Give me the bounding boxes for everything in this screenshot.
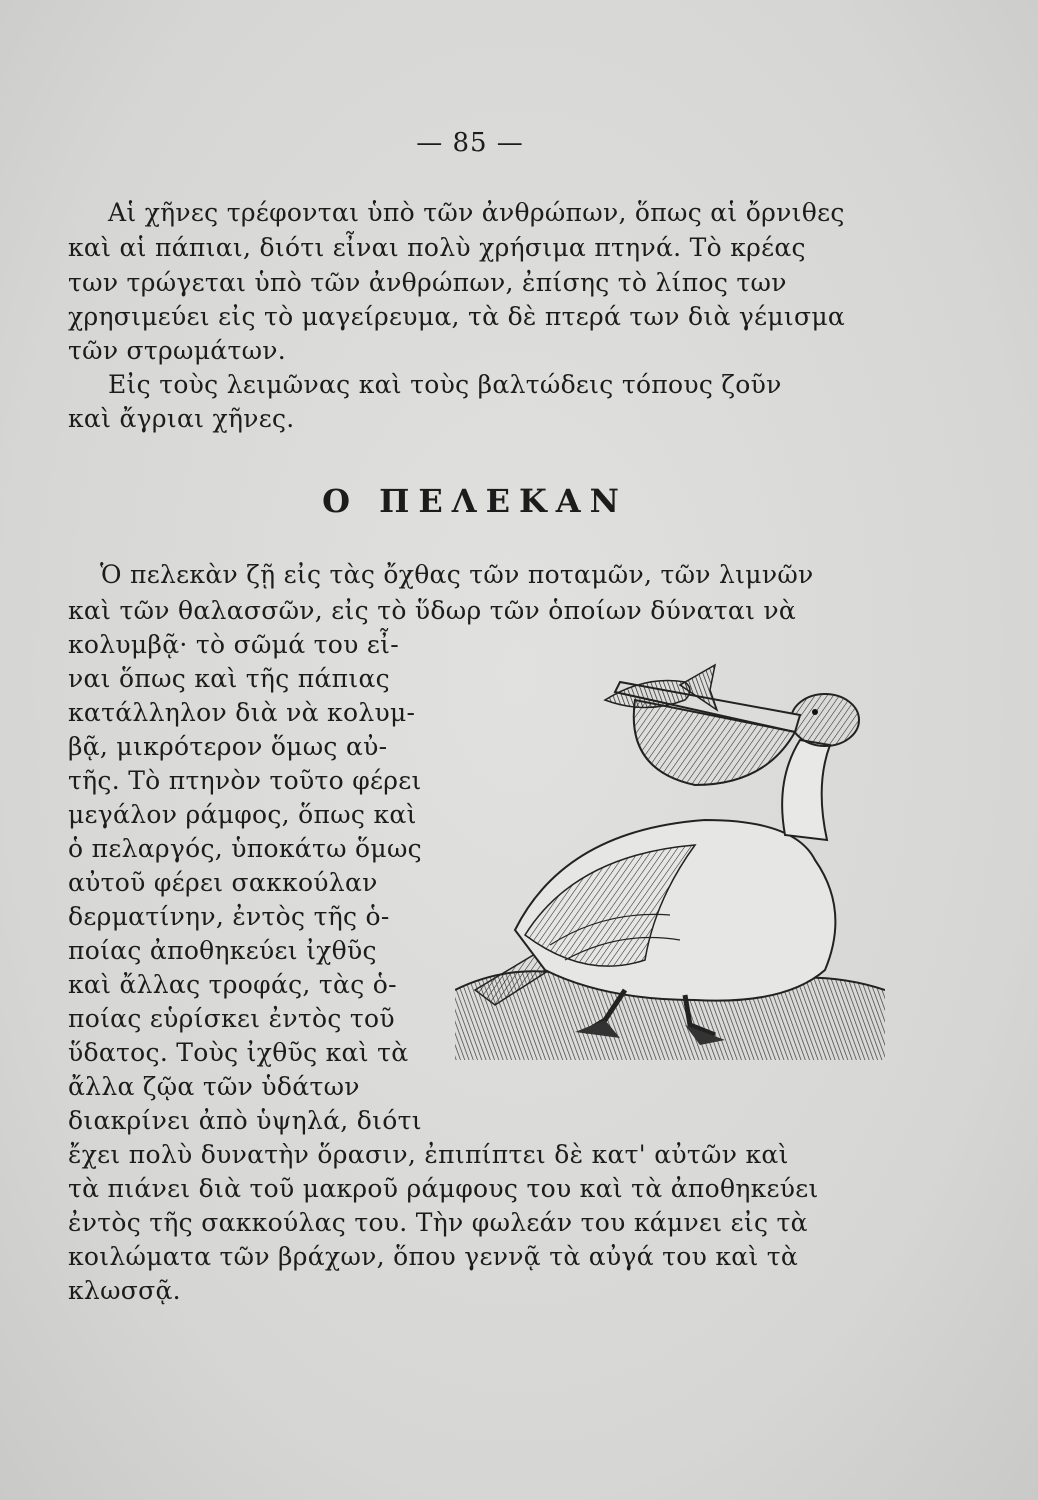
text-line: μεγάλον ράμφος, ὅπως καὶ [68, 800, 417, 829]
text-line: καὶ αἱ πάπιαι, διότι εἶναι πολὺ χρήσιμα πτηνά. Τὸ κρέας [68, 233, 806, 262]
text-line: ποίας εὑρίσκει ἐντὸς τοῦ [68, 1004, 395, 1033]
text-line: ποίας ἀποθηκεύει ἰχθῦς [68, 936, 377, 965]
page-number: — 85 — [416, 128, 524, 158]
text-line: δερματίνην, ἐντὸς τῆς ὁ- [68, 902, 390, 931]
text-line: τὰ πιάνει διὰ τοῦ μακροῦ ράμφους του καὶ τὰ ἀποθηκεύει [68, 1174, 819, 1203]
text-line: αὐτοῦ φέρει σακκούλαν [68, 868, 378, 897]
section-title: Ο ΠΕΛΕΚΑΝ [322, 482, 628, 520]
text-line: των τρώγεται ὑπὸ τῶν ἀνθρώπων, ἐπίσης τὸ λίπος των [68, 268, 787, 297]
text-line: τῶν στρωμάτων. [68, 336, 287, 365]
text-line: ναι ὅπως καὶ τῆς πάπιας [68, 664, 390, 693]
text-line: ἄλλα ζῷα τῶν ὑδάτων [68, 1072, 360, 1101]
text-line: ὁ πελαργός, ὑποκάτω ὅμως [68, 834, 422, 863]
text-line: Αἱ χῆνες τρέφονται ὑπὸ τῶν ἀνθρώπων, ὅπως αἱ ὄρνιθες [108, 198, 845, 227]
text-line: κοιλώματα τῶν βράχων, ὅπου γεννᾷ τὰ αὐγά του καὶ τὰ [68, 1242, 799, 1271]
text-line: τῆς. Τὸ πτηνὸν τοῦτο φέρει [68, 766, 422, 795]
text-line: Εἰς τοὺς λειμῶνας καὶ τοὺς βαλτώδεις τόπους ζοῦν [108, 370, 782, 399]
text-line: ἔχει πολὺ δυνατὴν ὅρασιν, ἐπιπίπτει δὲ κατ' αὐτῶν καὶ [68, 1140, 789, 1169]
text-line: καὶ ἄλλας τροφάς, τὰς ὁ- [68, 970, 397, 999]
text-line: ἐντὸς τῆς σακκούλας του. Τὴν φωλεάν του κάμνει εἰς τὰ [68, 1208, 808, 1237]
text-line: κατάλληλον διὰ νὰ κολυμ- [68, 698, 416, 727]
text-line: διακρίνει ἀπὸ ὑψηλά, διότι [68, 1106, 422, 1135]
text-line: κλωσσᾷ. [68, 1276, 181, 1305]
text-line: κολυμβᾷ· τὸ σῶμά του εἶ- [68, 630, 399, 659]
text-line: βᾷ, μικρότερον ὅμως αὐ- [68, 732, 388, 761]
text-line: καὶ ἄγριαι χῆνες. [68, 404, 295, 433]
pelican-illustration [455, 660, 885, 1060]
text-line: χρησιμεύει εἰς τὸ μαγείρευμα, τὰ δὲ πτερά των διὰ γέμισμα [68, 302, 846, 331]
text-line: Ὁ πελεκὰν ζῇ εἰς τὰς ὄχθας τῶν ποταμῶν, τῶν λιμνῶν [100, 560, 814, 589]
text-line: ὕδατος. Τοὺς ἰχθῦς καὶ τὰ [68, 1038, 409, 1067]
text-line: καὶ τῶν θαλασσῶν, εἰς τὸ ὕδωρ τῶν ὁποίων δύναται νὰ [68, 596, 797, 625]
